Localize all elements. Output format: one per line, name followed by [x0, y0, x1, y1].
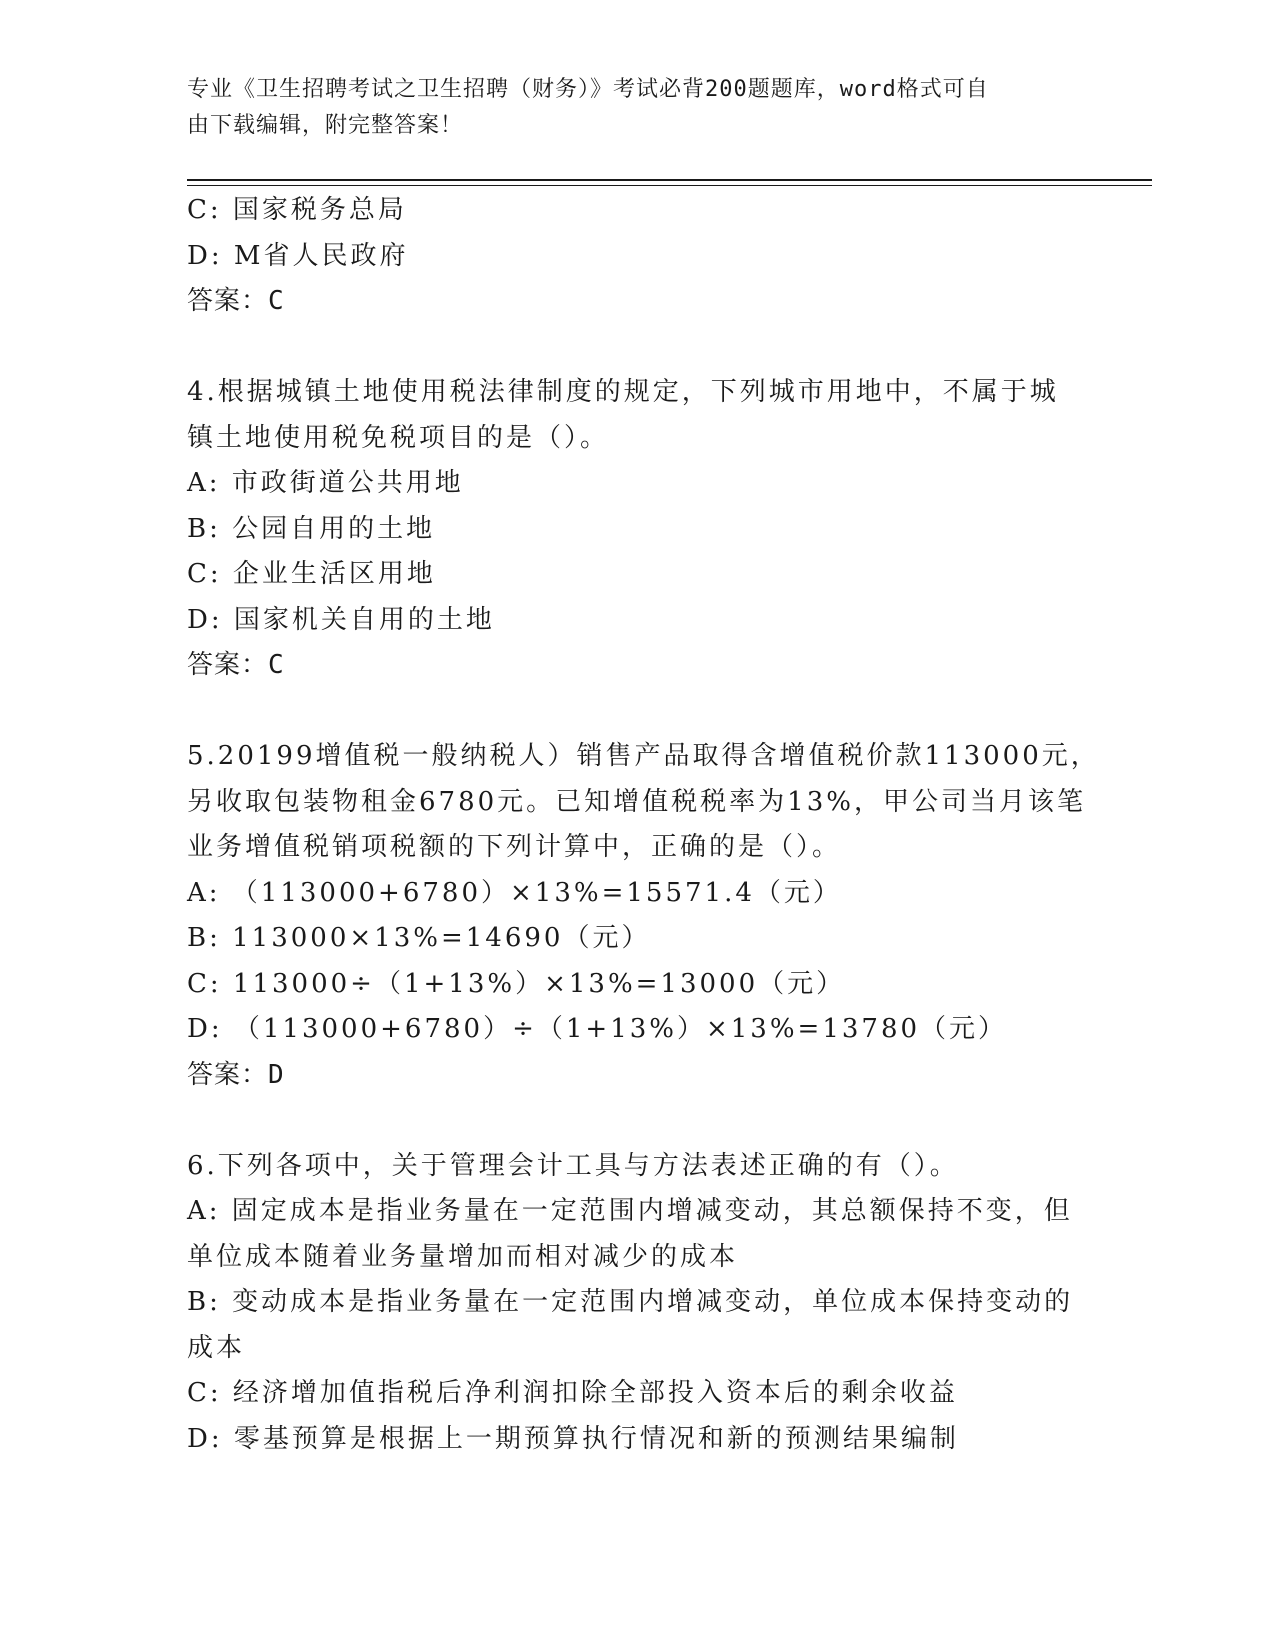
- q5-answer: 答案：D: [187, 1059, 285, 1090]
- question-6-block: [187, 1144, 1087, 1463]
- q4-option-a: A: 市政街道公共用地: [187, 468, 464, 498]
- q5-option-a: A: （113000+6780）×13%=15571.4（元）: [187, 877, 842, 908]
- question-5-block: [187, 734, 1100, 1098]
- q3-option-d: D: M省人民政府: [187, 240, 409, 271]
- q4-stem-line-2: 镇土地使用税免税项目的是（）。: [187, 422, 610, 453]
- header-rule-thick: [187, 179, 1152, 181]
- q6-option-b-line-2: 成本: [187, 1332, 246, 1363]
- header-line-2: 由下载编辑，附完整答案！: [187, 113, 464, 138]
- q4-answer: 答案：C: [187, 650, 285, 680]
- header-line-1: 专业《卫生招聘考试之卫生招聘（财务）》考试必背200题题库，word格式可自: [187, 77, 989, 102]
- header-rule-thin: [187, 185, 1152, 186]
- q5-option-c: C: 113000÷（1+13%）×13%=13000（元）: [187, 968, 846, 999]
- q5-stem-line-3: 业务增值税销项税额的下列计算中，正确的是（）。: [187, 832, 842, 862]
- q4-option-c: C: 企业生活区用地: [187, 559, 436, 589]
- q3-answer: 答案：C: [187, 286, 285, 316]
- document-header: [187, 72, 1067, 144]
- q5-option-d: D: （113000+6780）÷（1+13%）×13%=13780（元）: [187, 1014, 1008, 1044]
- spacer: [187, 1098, 1087, 1144]
- q6-option-b-line-1: B: 变动成本是指业务量在一定范围内增减变动，单位成本保持变动的: [187, 1287, 1074, 1317]
- q5-stem-line-1: 5.20199增值税一般纳税人）销售产品取得含增值税价款113000元，: [187, 741, 1100, 771]
- spacer: [187, 325, 1087, 371]
- spacer: [187, 689, 1087, 735]
- q6-option-a-line-1: A: 固定成本是指业务量在一定范围内增减变动，其总额保持不变，但: [187, 1196, 1073, 1226]
- question-content: [187, 188, 1100, 1462]
- q6-option-a-line-2: 单位成本随着业务量增加而相对减少的成本: [187, 1241, 739, 1272]
- q6-option-d: D: 零基预算是根据上一期预算执行情况和新的预测结果编制: [187, 1423, 959, 1454]
- q4-option-b: B: 公园自用的土地: [187, 513, 436, 544]
- q5-stem-line-2: 另收取包装物租金6780元。已知增值税税率为13%，甲公司当月该笔: [187, 786, 1086, 817]
- q6-option-c: C: 经济增加值指税后净利润扣除全部投入资本后的剩余收益: [187, 1378, 958, 1408]
- question-4-block: [187, 370, 1087, 689]
- question-3-block: [187, 188, 1087, 325]
- q3-option-c: C: 国家税务总局: [187, 195, 407, 225]
- q4-option-d: D: 国家机关自用的土地: [187, 604, 495, 635]
- q5-option-b: B: 113000×13%=14690（元）: [187, 923, 651, 953]
- q4-stem-line-1: 4.根据城镇土地使用税法律制度的规定，下列城市用地中，不属于城: [187, 377, 1059, 407]
- q6-stem-line-1: 6.下列各项中，关于管理会计工具与方法表述正确的有（）。: [187, 1150, 959, 1181]
